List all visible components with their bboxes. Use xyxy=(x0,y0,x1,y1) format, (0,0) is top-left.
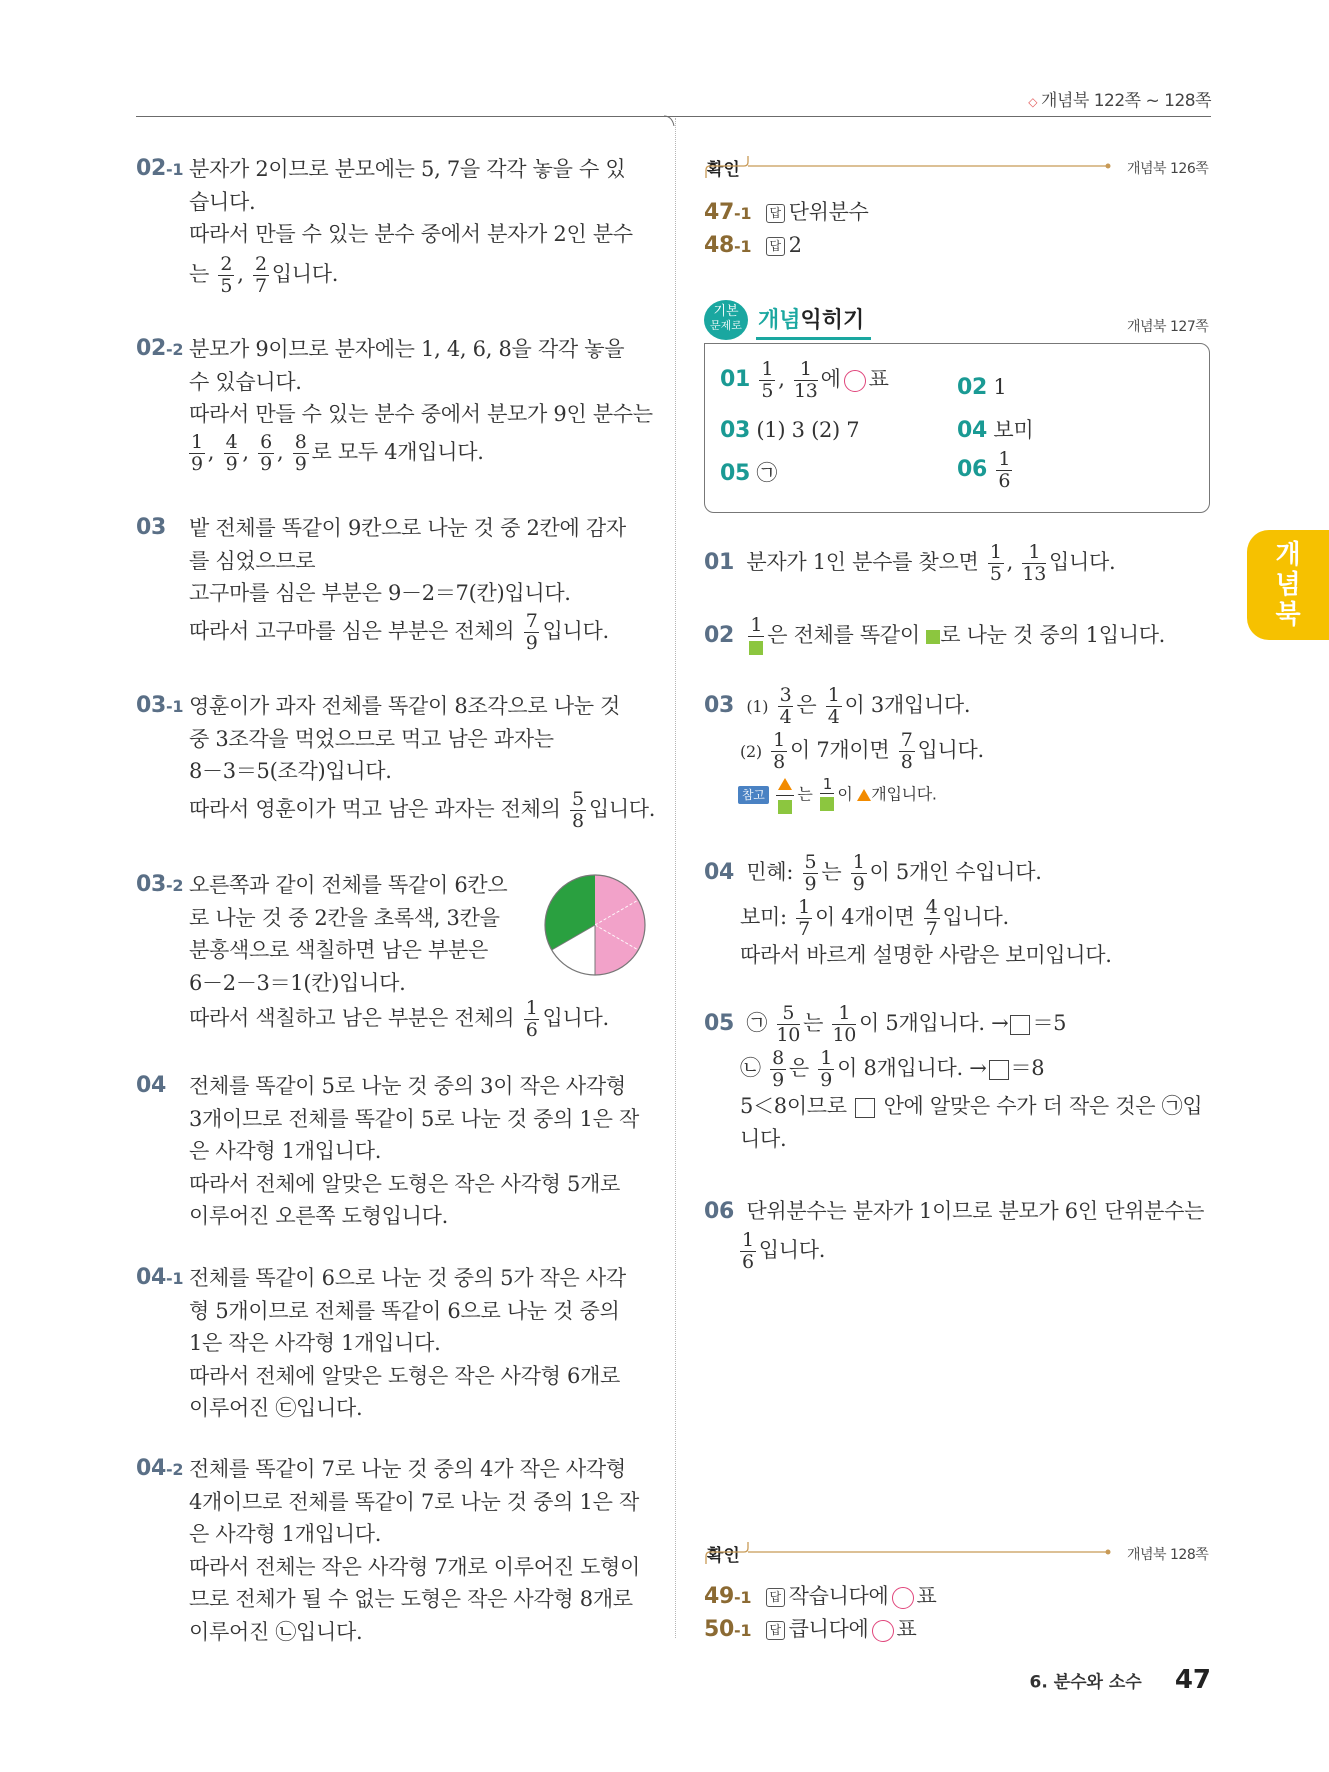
answer-49-1: 49-1 답 작습니다에 표 xyxy=(704,1584,937,1609)
blank-box-icon xyxy=(855,1098,875,1118)
fraction: $\frac{7}{8}$ xyxy=(900,729,913,773)
pie-diagram xyxy=(543,873,647,977)
fraction: $\frac{1}{9}$ xyxy=(820,1047,833,1091)
explain-04: 04 민혜: $\frac{5}{9}$ 는 $\frac{1}{9}$ 이 5개인 수입니다. 보미: $\frac{1}{7}$ 이 4개이면 $\frac{4}{7}$ 입니다. 따라서 바르게 설명한 사람은 보미입니다. xyxy=(704,851,1112,967)
blank-box-icon xyxy=(1010,1015,1030,1035)
circle-mark-icon xyxy=(844,370,866,392)
diamond-icon: ◇ xyxy=(1028,95,1038,109)
fraction: $\frac{3}{4}$ xyxy=(779,684,792,728)
triangle-icon xyxy=(778,778,792,790)
explain-06: 06 단위분수는 분자가 1이므로 분모가 6인 단위분수는 $\frac{1}{6}$ 입니다. xyxy=(704,1199,1205,1273)
fraction: $\frac{2}{5}$ xyxy=(220,252,233,297)
check-label-1: 확인 xyxy=(707,160,740,180)
check-bracket-2 xyxy=(704,1536,1114,1566)
check-bracket-1 xyxy=(704,150,1114,180)
fraction: $\frac{8}{9}$ xyxy=(772,1047,784,1091)
solution-02-2: 02-2 분모가 9이므로 분자에는 1, 4, 6, 8을 각각 놓을 수 있습니다. 따라서 만들 수 있는 분수 중에서 분모가 9인 분수는 $\frac{1}{9}$ , $\frac{4}{9}$ , $\frac{6}{9}$ , $\frac{8}{9}$ 로 모두 4개입니다. xyxy=(136,336,653,475)
note-label: 참고 xyxy=(738,786,769,804)
fraction: $\frac{5}{8}$ xyxy=(572,787,584,832)
answer-mark-icon: 답 xyxy=(766,1621,785,1640)
basic-title: 개념익히기 xyxy=(758,308,865,333)
basic-answer-03: 03 (1) 3 (2) 7 xyxy=(720,418,860,443)
fraction: $\frac{4}{7}$ xyxy=(925,896,938,940)
chapter-side-tab[interactable]: 개념북 xyxy=(1247,530,1329,640)
footer-chapter: 6. 분수와 소수 xyxy=(1029,1672,1142,1693)
fraction: $\frac{1}{4}$ xyxy=(827,684,840,728)
page-number: 47 xyxy=(1174,1665,1211,1695)
symbol-fraction xyxy=(776,774,794,816)
explain-03: 03 (1) $\frac{3}{4}$ 은 $\frac{1}{4}$ 이 3개입니다. (2) $\frac{1}{8}$ 이 7개이면 $\frac{7}{8}$ 입니다. 참고 는 1 이 개입니다. xyxy=(704,686,1214,816)
solution-04-1: 04-1 전체를 똑같이 6으로 나눈 것 중의 5가 작은 사각 형 5개이므로 전체를 똑같이 6으로 나눈 것 중의 1은 작은 사각형 1개입니다. 따라서 전체에 알맞은 도형은 작은 사각형 6개로 이루어진 ㉢입니다. xyxy=(136,1265,626,1420)
explain-05: 05 ㉠ $\frac{5}{10}$ 는 $\frac{1}{10}$ 이 5개입니다. → ＝5 ㉡ $\frac{8}{9}$ 은 $\frac{1}{9}$ 이 8개입니다. → ＝8 5＜8이므로 안에 알맞은 수가 더 작은 것은 ㉠입 니다. xyxy=(704,1002,1203,1151)
note-line: 참고 는 1 이 개입니다. xyxy=(738,774,1214,816)
check-ref-2: 개념북 128쪽 xyxy=(1127,1547,1209,1563)
solution-03-1: 03-1 영훈이가 과자 전체를 똑같이 8조각으로 나눈 것 중 3조각을 먹었으므로 먹고 남은 과자는 8－3＝5(조각)입니다. 따라서 영훈이가 먹고 남은 과자는 전체의 $\frac{5}{8}$ 입니다. xyxy=(136,693,656,832)
fraction: $\frac{5}{9}$ xyxy=(804,851,817,895)
fraction: $\frac{1}{13}$ xyxy=(1022,541,1046,585)
fraction: $\frac{6}{9}$ xyxy=(260,430,272,475)
fraction: $\frac{1}{5}$ xyxy=(761,358,774,402)
fraction: $\frac{1}{6}$ xyxy=(742,1228,754,1273)
basic-ref: 개념북 127쪽 xyxy=(1127,319,1209,335)
fraction: $\frac{1}{5}$ xyxy=(989,541,1002,585)
answer-50-1: 50-1 답 큽니다에 표 xyxy=(704,1617,917,1642)
fraction: $\frac{1}{8}$ xyxy=(773,729,785,773)
basic-answer-01: 01 $\frac{1}{5}$ , $\frac{1}{13}$ 에 표 xyxy=(720,358,889,402)
basic-answer-06: 06 $\frac{1}{6}$ xyxy=(957,448,1011,492)
fraction: $\frac{1}{9}$ xyxy=(191,430,203,475)
green-square-icon xyxy=(820,797,834,811)
answer-mark-icon: 답 xyxy=(766,237,785,256)
answer-mark-icon: 답 xyxy=(766,204,785,223)
solution-04-2: 04-2 전체를 똑같이 7로 나눈 것 중의 4가 작은 사각형 4개이므로 전체를 똑같이 7로 나눈 것 중의 1은 작 은 사각형 1개입니다. 따라서 전체는 작은 사각형 7개로 이루어진 도형이 므로 전체가 될 수 없는 도형은 작은 사각형 8개로 이루어진 ㉡입니다. xyxy=(136,1456,641,1644)
explain-02: 02 1 은 전체를 똑같이 로 나눈 것 중의 1입니다. xyxy=(704,616,1214,657)
fraction: $\frac{5}{10}$ xyxy=(776,1002,801,1046)
circle-mark-icon xyxy=(892,1587,914,1609)
fraction: $\frac{1}{6}$ xyxy=(525,997,538,1041)
answer-47-1: 47-1 답 단위분수 xyxy=(704,200,869,225)
fraction: $\frac{8}{9}$ xyxy=(294,430,307,475)
basic-title-underline xyxy=(756,337,871,340)
solution-03-2: 03-2 오른쪽과 같이 전체를 똑같이 6칸으 로 나눈 것 중 2칸을 초록색, 3칸을 분홍색으로 색칠하면 남은 부분은 6－2－3＝1(칸)입니다. 따라서 색칠하고 남은 부분은 전체의 $\frac{1}{6}$ 입니다. xyxy=(136,872,609,1041)
fraction: $\frac{1}{6}$ xyxy=(998,448,1011,492)
solution-04: 04 전체를 똑같이 5로 나눈 것 중의 3이 작은 사각형 3개이므로 전체를 똑같이 5로 나눈 것 중의 1은 작 은 사각형 1개입니다. 따라서 전체에 알맞은 도형은 작은 사각형 5개로 이루어진 오른쪽 도형입니다. xyxy=(136,1073,639,1228)
page-footer xyxy=(1029,1665,1211,1695)
basic-answer-02: 02 1 xyxy=(957,375,1007,400)
blank-box-icon xyxy=(989,1060,1009,1080)
answer-48-1: 48-1 답 2 xyxy=(704,233,802,258)
basic-badge: 기본 문제로 xyxy=(704,300,748,340)
triangle-icon xyxy=(857,789,871,801)
column-divider xyxy=(675,118,677,1638)
solution-02-1: 02-1 분자가 2이므로 분모에는 5, 7을 각각 놓을 수 있 습니다. 따라서 만들 수 있는 분수 중에서 분자가 2인 분수 는 $\frac{2}{5}$ , $\frac{2}{7}$ 입니다. xyxy=(136,156,633,297)
fraction: $\frac{1}{10}$ xyxy=(832,1002,857,1046)
green-square-icon xyxy=(926,630,940,644)
green-square-icon xyxy=(749,641,763,655)
fraction: $\frac{1}{7}$ xyxy=(798,896,810,940)
answer-mark-icon: 답 xyxy=(766,1588,785,1607)
basic-answer-05: 05 ㉠ xyxy=(720,461,778,486)
basic-answer-04: 04 보미 xyxy=(957,418,1034,443)
fraction: $\frac{2}{7}$ xyxy=(254,252,267,297)
fraction: 1 xyxy=(748,616,764,657)
divider-notch xyxy=(664,112,684,126)
fraction: $\frac{1}{13}$ xyxy=(793,358,818,402)
check-ref-1: 개념북 126쪽 xyxy=(1127,161,1209,177)
check-label-2: 확인 xyxy=(707,1546,740,1566)
fraction: 1 xyxy=(820,777,834,814)
fraction: $\frac{4}{9}$ xyxy=(225,430,238,475)
explain-01: 01 분자가 1인 분수를 찾으면 $\frac{1}{5}$ , $\frac{1}{13}$ 입니다. xyxy=(704,541,1116,585)
green-square-icon xyxy=(778,800,792,814)
fraction: $\frac{7}{9}$ xyxy=(525,609,538,654)
solution-03: 03 밭 전체를 똑같이 9칸으로 나눈 것 중 2칸에 감자 를 심었으므로 고구마를 심은 부분은 9－2＝7(칸)입니다. 따라서 고구마를 심은 부분은 전체의 $\frac{7}{9}$ 입니다. xyxy=(136,515,626,654)
fraction: $\frac{1}{9}$ xyxy=(852,851,865,895)
circle-mark-icon xyxy=(872,1620,894,1642)
header-page-ref: ◇ 개념북 122쪽 ~ 128쪽 xyxy=(1028,91,1211,111)
